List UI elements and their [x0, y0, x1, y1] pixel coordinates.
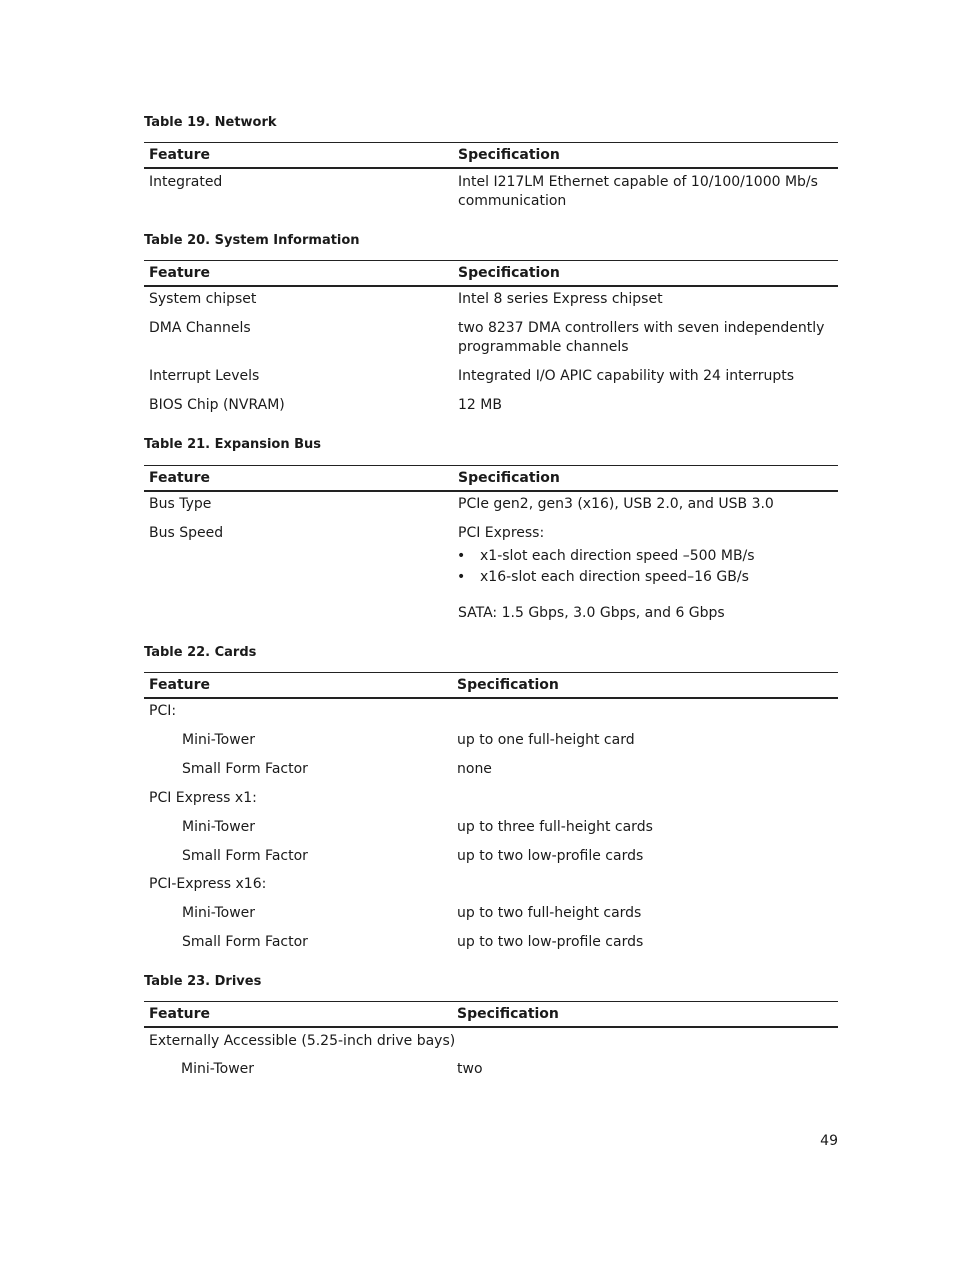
- page-number: 49: [820, 1133, 838, 1149]
- spec-cell: none: [457, 761, 492, 777]
- header-specification: Specification: [457, 1006, 559, 1022]
- header-specification: Specification: [458, 265, 560, 281]
- table-header: [144, 465, 838, 492]
- header-specification: Specification: [458, 147, 560, 163]
- feature-cell: Integrated: [149, 174, 223, 190]
- table-header: [144, 142, 838, 169]
- header-feature: Feature: [149, 265, 210, 281]
- header-feature: Feature: [149, 147, 210, 163]
- feature-cell: Mini-Tower: [182, 819, 256, 835]
- spec-cell: up to three full-height cards: [457, 819, 653, 835]
- table-caption: Table 20. System Information: [144, 233, 360, 248]
- feature-cell: Bus Speed: [149, 525, 224, 541]
- feature-cell: Mini-Tower: [182, 732, 256, 748]
- feature-group-label: Externally Accessible (5.25-inch drive bays): [149, 1033, 456, 1049]
- table-header: [144, 1001, 838, 1028]
- spec-cell: PCIe gen2, gen3 (x16), USB 2.0, and USB 3.0: [458, 496, 774, 512]
- spec-cell: up to two low-profile cards: [457, 934, 644, 950]
- feature-cell: Mini-Tower: [182, 905, 256, 921]
- feature-cell: Small Form Factor: [182, 934, 308, 950]
- spec-cell: communication: [458, 193, 567, 209]
- table-caption: Table 19. Network: [144, 115, 277, 130]
- feature-cell: Small Form Factor: [182, 848, 308, 864]
- bullet-icon: •: [457, 548, 466, 564]
- spec-bullet-item: x16-slot each direction speed–16 GB/s: [480, 569, 749, 585]
- header-specification: Specification: [458, 470, 560, 486]
- spec-cell: Intel I217LM Ethernet capable of 10/100/1000 Mb/s: [458, 174, 818, 190]
- spec-cell: SATA: 1.5 Gbps, 3.0 Gbps, and 6 Gbps: [458, 605, 725, 621]
- feature-cell: DMA Channels: [149, 320, 251, 336]
- spec-cell: PCI Express:: [458, 525, 545, 541]
- spec-cell: Intel 8 series Express chipset: [458, 291, 663, 307]
- feature-group-label: PCI Express x1:: [149, 790, 257, 806]
- feature-cell: System chipset: [149, 291, 257, 307]
- feature-cell: Small Form Factor: [182, 761, 308, 777]
- table-header: [144, 260, 838, 287]
- bullet-icon: •: [457, 569, 466, 585]
- feature-cell: Mini-Tower: [181, 1061, 255, 1077]
- feature-group-label: PCI-Express x16:: [149, 876, 267, 892]
- header-feature: Feature: [149, 1006, 210, 1022]
- header-specification: Specification: [457, 677, 559, 693]
- feature-cell: BIOS Chip (NVRAM): [149, 397, 285, 413]
- spec-cell: up to one full-height card: [457, 732, 635, 748]
- table-caption: Table 22. Cards: [144, 645, 257, 660]
- spec-cell: up to two full-height cards: [457, 905, 642, 921]
- table-header: [144, 672, 838, 699]
- spec-cell: 12 MB: [458, 397, 502, 413]
- table-caption: Table 21. Expansion Bus: [144, 437, 322, 452]
- header-feature: Feature: [149, 470, 210, 486]
- spec-bullet-item: x1-slot each direction speed –500 MB/s: [480, 548, 755, 564]
- feature-cell: Interrupt Levels: [149, 368, 260, 384]
- feature-group-label: PCI:: [149, 703, 177, 719]
- spec-cell: two: [457, 1061, 483, 1077]
- spec-cell: Integrated I/O APIC capability with 24 interrupts: [458, 368, 795, 384]
- spec-cell: two 8237 DMA controllers with seven independently: [458, 320, 825, 336]
- table-caption: Table 23. Drives: [144, 974, 262, 989]
- spec-cell: up to two low-profile cards: [457, 848, 644, 864]
- spec-cell: programmable channels: [458, 339, 629, 355]
- feature-cell: Bus Type: [149, 496, 212, 512]
- header-feature: Feature: [149, 677, 210, 693]
